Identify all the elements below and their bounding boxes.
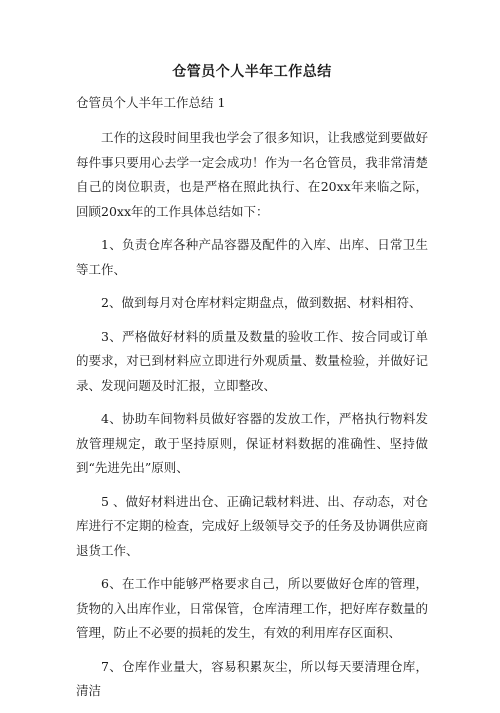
document-title: 仓管员个人半年工作总结 [172,64,332,80]
document-subtitle: 仓管员个人半年工作总结 1 [76,95,226,110]
paragraph-intro: 工作的这段时间里我也学会了很多知识，让我感觉到要做好每件事只要用心去学一定会成功！作为一名仓管员，我非常清楚自己的岗位职责，也是严格在照此执行、在20xx年来临之际，回顾20xx年的工作具体总结如下： [76,130,428,219]
paragraph-item-2: 2、做到每月对仓库材料定期盘点，做到数据、材料相符、 [101,295,422,310]
document-page [76,62,428,713]
paragraph-item-5: 5 、做好材料进出仓、正确记载材料进、出、存动态，对仓库进行不定期的检查，完成好上级领导交予的任务及协调供应商退货工作、 [76,493,428,558]
paragraph-item-6: 6、在工作中能够严格要求自己，所以要做好仓库的管理，货物的入出库作业，日常保管，仓库清理工作，把好库存数量的管理，防止不必要的损耗的发生，有效的利用库存区面积、 [76,576,428,640]
paragraph-item-7: 7、仓库作业量大，容易积累灰尘，所以每天要清理仓库，清洁 [76,658,428,698]
paragraph-item-4: 4、协助车间物料员做好容器的发放工作，严格执行物料发放管理规定，敢于坚持原则，保证材料数据的准确性、坚持做到“先进先出”原则、 [76,411,428,475]
paragraph-item-1: 1、负责仓库各种产品容器及配件的入库、出库、日常卫生等工作、 [76,237,428,277]
paragraph-item-3: 3、严格做好材料的质量及数量的验收工作、按合同或订单的要求，对已到材料应立即进行外观质量、数量检验，并做好记录、发现问题及时汇报，立即整改、 [76,328,428,393]
